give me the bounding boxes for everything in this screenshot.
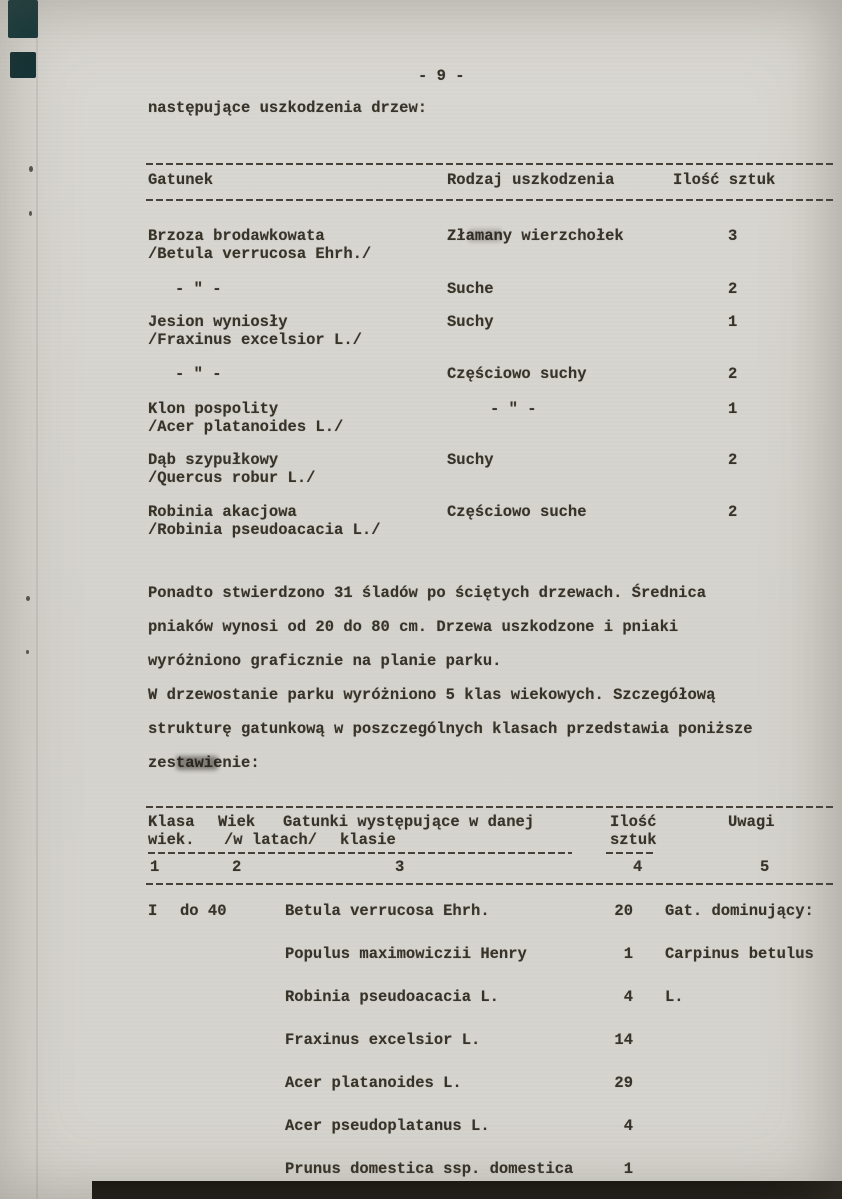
cell-species: Populus maximowiczii Henry: [285, 945, 527, 963]
cell-count: 20: [614, 902, 633, 920]
cell-species-latin: /Quercus robur L./: [148, 469, 316, 487]
header-species: Gatunek: [148, 171, 214, 189]
header-wiek: Wiek: [218, 813, 256, 831]
scan-artifact-top-block: [8, 0, 38, 38]
header-klasa-line2: wiek.: [148, 831, 195, 849]
paragraph-line: W drzewostanie parku wyróżniono 5 klas wiekowych. Szczegółową: [148, 686, 716, 704]
col-number-4: 4: [633, 858, 643, 876]
scan-artifact-second-block: [10, 52, 36, 78]
cell-species: Dąb szypułkowy: [148, 451, 279, 469]
cell-species: Fraxinus excelsior L.: [285, 1031, 481, 1049]
scan-speck: [26, 650, 29, 654]
cell-species-latin: /Acer platanoides L./: [148, 418, 344, 436]
cell-count: 3: [728, 227, 738, 245]
cell-count: 29: [614, 1074, 633, 1092]
cell-species: Robinia pseudoacacia L.: [285, 988, 499, 1006]
cell-species: Jesion wyniosły: [148, 313, 288, 331]
page-number: - 9 -: [418, 67, 465, 85]
cell-damage-ditto: - " -: [490, 400, 537, 418]
cell-count: 2: [728, 280, 738, 298]
cell-species-ditto: - " -: [175, 365, 222, 383]
paragraph-line: pniaków wynosi od 20 do 80 cm. Drzewa uszkodzone i pniaki: [148, 618, 679, 636]
scan-speck: [29, 211, 32, 216]
header-uwagi: Uwagi: [728, 813, 775, 831]
cell-klasa: I: [148, 902, 158, 920]
cell-damage: Suchy: [447, 451, 494, 469]
cell-count: 1: [728, 400, 738, 418]
table-rule-under-header: [146, 199, 836, 201]
cell-count: 1: [623, 1160, 633, 1178]
col-number-1: 1: [150, 858, 160, 876]
cell-count: 2: [728, 503, 738, 521]
cell-damage: Częściowo suche: [447, 503, 587, 521]
ink-smudge: [176, 756, 218, 770]
col-number-2: 2: [232, 858, 242, 876]
cell-count: 4: [623, 988, 633, 1006]
cell-uwagi: L.: [665, 988, 684, 1006]
intro-text: następujące uszkodzenia drzew:: [148, 99, 428, 117]
paragraph-line: zestawienie:: [148, 754, 260, 772]
cell-species: Brzoza brodawkowata: [148, 227, 325, 245]
cell-species: Robinia akacjowa: [148, 503, 297, 521]
cell-count: 4: [623, 1117, 633, 1135]
table2-header-underline-sztuk: [606, 852, 656, 854]
ink-smudge: [468, 229, 502, 242]
paper-edge-line: [36, 0, 38, 1199]
cell-species: Acer platanoides L.: [285, 1074, 462, 1092]
cell-species: Betula verrucosa Ehrh.: [285, 902, 490, 920]
paragraph-line: strukturę gatunkową w poszczególnych klasach przedstawia poniższe: [148, 720, 753, 738]
cell-damage: Suchy: [447, 313, 494, 331]
cell-species-latin: /Betula verrucosa Ehrh./: [148, 245, 372, 263]
cell-count: 14: [614, 1031, 633, 1049]
cell-damage: Częściowo suchy: [447, 365, 587, 383]
scan-speck: [26, 596, 30, 601]
header-count: Ilość sztuk: [673, 171, 776, 189]
cell-damage: Suche: [447, 280, 494, 298]
cell-species: Prunus domestica ssp. domestica: [285, 1160, 574, 1178]
cell-species-latin: /Fraxinus excelsior L./: [148, 331, 362, 349]
scan-speck: [29, 166, 33, 172]
header-klasa: Klasa: [148, 813, 195, 831]
header-wiek-line2: /w latach/: [224, 831, 318, 849]
table-rule-top: [146, 163, 836, 165]
paragraph-line: wyróżniono graficznie na planie parku.: [148, 652, 502, 670]
cell-count: 1: [728, 313, 738, 331]
cell-count: 2: [728, 365, 738, 383]
cell-species: Klon pospolity: [148, 400, 279, 418]
col-number-3: 3: [395, 858, 405, 876]
header-gatunki: Gatunki występujące w danej: [283, 813, 535, 831]
cell-uwagi: Carpinus betulus: [665, 945, 814, 963]
cell-count: 1: [623, 945, 633, 963]
header-ilosc-line2: sztuk: [610, 831, 657, 849]
paragraph-line: Ponadto stwierdzono 31 śladów po ściętych drzewach. Średnica: [148, 584, 707, 602]
table2-rule-under-numbers: [146, 883, 836, 885]
table2-rule-top: [146, 806, 836, 808]
cell-damage: Złamany wierzchołek: [447, 227, 624, 245]
col-number-5: 5: [760, 858, 770, 876]
scan-artifact-bottom-bar: [92, 1181, 842, 1199]
cell-species-ditto: - " -: [175, 280, 222, 298]
header-gatunki-line2: klasie: [340, 831, 396, 849]
header-ilosc: Ilość: [610, 813, 657, 831]
table2-header-underline: [148, 852, 572, 854]
cell-wiek: do 40: [180, 902, 227, 920]
cell-species: Acer pseudoplatanus L.: [285, 1117, 490, 1135]
header-damage: Rodzaj uszkodzenia: [447, 171, 615, 189]
cell-species-latin: /Robinia pseudoacacia L./: [148, 521, 381, 539]
cell-count: 2: [728, 451, 738, 469]
cell-uwagi: Gat. dominujący:: [665, 902, 814, 920]
